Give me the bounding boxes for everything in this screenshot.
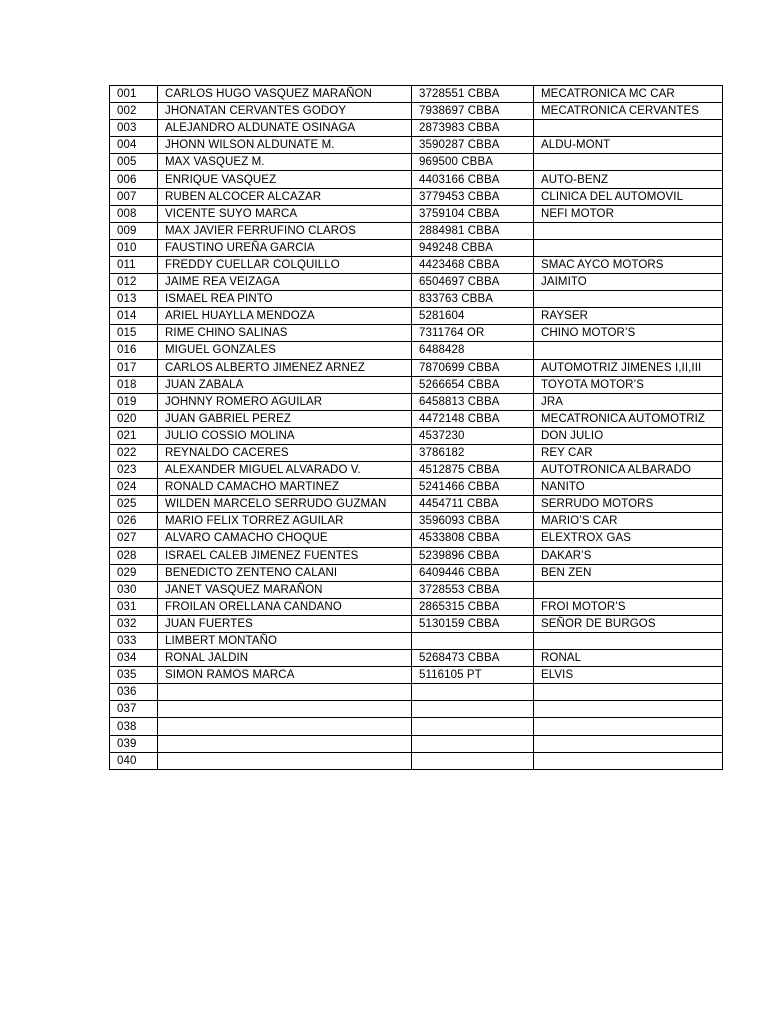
- row-number-cell: 001: [110, 86, 158, 103]
- id-number-cell: 6488428: [412, 342, 534, 359]
- member-name-cell: JULIO COSSIO MOLINA: [158, 427, 412, 444]
- member-name-cell: CARLOS ALBERTO JIMENEZ ARNEZ: [158, 359, 412, 376]
- row-number-cell: 019: [110, 393, 158, 410]
- table-row: [110, 86, 723, 103]
- workshop-name-cell: [534, 222, 723, 239]
- id-number-cell: 6409446 CBBA: [412, 564, 534, 581]
- workshop-name-cell: BEN ZEN: [534, 564, 723, 581]
- member-name-cell: CARLOS HUGO VASQUEZ MARAÑON: [158, 86, 412, 103]
- id-number-cell: 833763 CBBA: [412, 291, 534, 308]
- workshop-name-cell: MARIO’S CAR: [534, 513, 723, 530]
- workshop-name-cell: FROI MOTOR’S: [534, 598, 723, 615]
- id-number-cell: 5130159 CBBA: [412, 615, 534, 632]
- roster-table: [109, 85, 723, 770]
- id-number-cell: 3728553 CBBA: [412, 581, 534, 598]
- id-number-cell: 969500 CBBA: [412, 154, 534, 171]
- workshop-name-cell: AUTO-BENZ: [534, 171, 723, 188]
- workshop-name-cell: RONAL: [534, 650, 723, 667]
- table-row: [110, 752, 723, 769]
- member-name-cell: JOHNNY ROMERO AGUILAR: [158, 393, 412, 410]
- id-number-cell: 7311764 OR: [412, 325, 534, 342]
- table-row: [110, 308, 723, 325]
- table-row: [110, 684, 723, 701]
- row-number-cell: 015: [110, 325, 158, 342]
- row-number-cell: 038: [110, 718, 158, 735]
- workshop-name-cell: [534, 684, 723, 701]
- member-name-cell: ALEXANDER MIGUEL ALVARADO V.: [158, 462, 412, 479]
- workshop-name-cell: DON JULIO: [534, 427, 723, 444]
- row-number-cell: 014: [110, 308, 158, 325]
- id-number-cell: 3596093 CBBA: [412, 513, 534, 530]
- workshop-name-cell: MECATRONICA CERVANTES: [534, 103, 723, 120]
- member-name-cell: RONALD CAMACHO MARTINEZ: [158, 479, 412, 496]
- table-row: [110, 205, 723, 222]
- id-number-cell: 5116105 PT: [412, 667, 534, 684]
- member-name-cell: REYNALDO CACERES: [158, 444, 412, 461]
- id-number-cell: 3590287 CBBA: [412, 137, 534, 154]
- member-name-cell: JHONATAN CERVANTES GODOY: [158, 103, 412, 120]
- workshop-name-cell: [534, 735, 723, 752]
- workshop-name-cell: AUTOMOTRIZ JIMENES I,II,III: [534, 359, 723, 376]
- workshop-name-cell: [534, 701, 723, 718]
- workshop-name-cell: [534, 239, 723, 256]
- table-row: [110, 701, 723, 718]
- workshop-name-cell: SMAC AYCO MOTORS: [534, 256, 723, 273]
- row-number-cell: 007: [110, 188, 158, 205]
- table-row: [110, 615, 723, 632]
- workshop-name-cell: ALDU-MONT: [534, 137, 723, 154]
- table-row: [110, 598, 723, 615]
- member-name-cell: ENRIQUE VASQUEZ: [158, 171, 412, 188]
- table-row: [110, 547, 723, 564]
- member-name-cell: LIMBERT MONTAÑO: [158, 633, 412, 650]
- member-name-cell: ALEJANDRO ALDUNATE OSINAGA: [158, 120, 412, 137]
- row-number-cell: 008: [110, 205, 158, 222]
- id-number-cell: 3786182: [412, 444, 534, 461]
- member-name-cell: RIME CHINO SALINAS: [158, 325, 412, 342]
- row-number-cell: 029: [110, 564, 158, 581]
- table-row: [110, 393, 723, 410]
- id-number-cell: 2884981 CBBA: [412, 222, 534, 239]
- workshop-name-cell: JAIMITO: [534, 274, 723, 291]
- workshop-name-cell: MECATRONICA AUTOMOTRIZ: [534, 410, 723, 427]
- workshop-name-cell: CLINICA DEL AUTOMOVIL: [534, 188, 723, 205]
- workshop-name-cell: CHINO MOTOR’S: [534, 325, 723, 342]
- id-number-cell: 2873983 CBBA: [412, 120, 534, 137]
- row-number-cell: 012: [110, 274, 158, 291]
- id-number-cell: 4533808 CBBA: [412, 530, 534, 547]
- row-number-cell: 037: [110, 701, 158, 718]
- row-number-cell: 028: [110, 547, 158, 564]
- table-row: [110, 667, 723, 684]
- id-number-cell: [412, 752, 534, 769]
- workshop-name-cell: [534, 718, 723, 735]
- workshop-name-cell: [534, 581, 723, 598]
- row-number-cell: 016: [110, 342, 158, 359]
- row-number-cell: 004: [110, 137, 158, 154]
- id-number-cell: 3728551 CBBA: [412, 86, 534, 103]
- table-row: [110, 154, 723, 171]
- table-row: [110, 530, 723, 547]
- workshop-name-cell: RAYSER: [534, 308, 723, 325]
- row-number-cell: 032: [110, 615, 158, 632]
- row-number-cell: 010: [110, 239, 158, 256]
- member-name-cell: FROILAN ORELLANA CANDANO: [158, 598, 412, 615]
- id-number-cell: 3759104 CBBA: [412, 205, 534, 222]
- table-row: [110, 188, 723, 205]
- member-name-cell: VICENTE SUYO MARCA: [158, 205, 412, 222]
- id-number-cell: 5239896 CBBA: [412, 547, 534, 564]
- member-name-cell: MAX VASQUEZ M.: [158, 154, 412, 171]
- member-name-cell: ALVARO CAMACHO CHOQUE: [158, 530, 412, 547]
- member-name-cell: [158, 684, 412, 701]
- row-number-cell: 031: [110, 598, 158, 615]
- table-row: [110, 496, 723, 513]
- id-number-cell: [412, 684, 534, 701]
- member-name-cell: JUAN GABRIEL PEREZ: [158, 410, 412, 427]
- row-number-cell: 026: [110, 513, 158, 530]
- table-row: [110, 462, 723, 479]
- table-row: [110, 291, 723, 308]
- id-number-cell: 5268473 CBBA: [412, 650, 534, 667]
- row-number-cell: 013: [110, 291, 158, 308]
- member-name-cell: SIMON RAMOS MARCA: [158, 667, 412, 684]
- row-number-cell: 035: [110, 667, 158, 684]
- id-number-cell: 4537230: [412, 427, 534, 444]
- workshop-name-cell: [534, 342, 723, 359]
- id-number-cell: 949248 CBBA: [412, 239, 534, 256]
- member-name-cell: MARIO FELIX TORREZ AGUILAR: [158, 513, 412, 530]
- workshop-name-cell: NEFI MOTOR: [534, 205, 723, 222]
- member-name-cell: [158, 701, 412, 718]
- table-row: [110, 342, 723, 359]
- member-name-cell: ARIEL HUAYLLA MENDOZA: [158, 308, 412, 325]
- workshop-name-cell: [534, 291, 723, 308]
- row-number-cell: 039: [110, 735, 158, 752]
- member-name-cell: WILDEN MARCELO SERRUDO GUZMAN: [158, 496, 412, 513]
- id-number-cell: 6504697 CBBA: [412, 274, 534, 291]
- workshop-name-cell: [534, 120, 723, 137]
- row-number-cell: 024: [110, 479, 158, 496]
- member-name-cell: FREDDY CUELLAR COLQUILLO: [158, 256, 412, 273]
- row-number-cell: 006: [110, 171, 158, 188]
- row-number-cell: 020: [110, 410, 158, 427]
- id-number-cell: 5266654 CBBA: [412, 376, 534, 393]
- row-number-cell: 025: [110, 496, 158, 513]
- id-number-cell: 7938697 CBBA: [412, 103, 534, 120]
- table-row: [110, 718, 723, 735]
- workshop-name-cell: JRA: [534, 393, 723, 410]
- table-row: [110, 427, 723, 444]
- table-row: [110, 120, 723, 137]
- member-name-cell: ISMAEL REA PINTO: [158, 291, 412, 308]
- workshop-name-cell: [534, 154, 723, 171]
- roster-body: [110, 86, 723, 770]
- workshop-name-cell: [534, 752, 723, 769]
- table-row: [110, 650, 723, 667]
- member-name-cell: MIGUEL GONZALES: [158, 342, 412, 359]
- member-name-cell: [158, 752, 412, 769]
- table-row: [110, 222, 723, 239]
- table-row: [110, 239, 723, 256]
- row-number-cell: 033: [110, 633, 158, 650]
- member-name-cell: JHONN WILSON ALDUNATE M.: [158, 137, 412, 154]
- id-number-cell: 4454711 CBBA: [412, 496, 534, 513]
- row-number-cell: 005: [110, 154, 158, 171]
- table-row: [110, 256, 723, 273]
- table-row: [110, 479, 723, 496]
- member-name-cell: BENEDICTO ZENTENO CALANI: [158, 564, 412, 581]
- table-row: [110, 137, 723, 154]
- member-name-cell: MAX JAVIER FERRUFINO CLAROS: [158, 222, 412, 239]
- workshop-name-cell: SEÑOR DE BURGOS: [534, 615, 723, 632]
- table-row: [110, 633, 723, 650]
- member-name-cell: RONAL JALDIN: [158, 650, 412, 667]
- id-number-cell: 2865315 CBBA: [412, 598, 534, 615]
- table-row: [110, 325, 723, 342]
- id-number-cell: 4472148 CBBA: [412, 410, 534, 427]
- id-number-cell: 4512875 CBBA: [412, 462, 534, 479]
- row-number-cell: 023: [110, 462, 158, 479]
- workshop-name-cell: TOYOTA MOTOR’S: [534, 376, 723, 393]
- table-row: [110, 444, 723, 461]
- id-number-cell: 3779453 CBBA: [412, 188, 534, 205]
- member-name-cell: JUAN FUERTES: [158, 615, 412, 632]
- table-row: [110, 359, 723, 376]
- table-row: [110, 410, 723, 427]
- id-number-cell: [412, 701, 534, 718]
- row-number-cell: 036: [110, 684, 158, 701]
- row-number-cell: 017: [110, 359, 158, 376]
- workshop-name-cell: [534, 633, 723, 650]
- member-name-cell: FAUSTINO UREÑA GARCIA: [158, 239, 412, 256]
- id-number-cell: 5281604: [412, 308, 534, 325]
- workshop-name-cell: AUTOTRONICA ALBARADO: [534, 462, 723, 479]
- row-number-cell: 009: [110, 222, 158, 239]
- member-name-cell: [158, 718, 412, 735]
- row-number-cell: 018: [110, 376, 158, 393]
- workshop-name-cell: REY CAR: [534, 444, 723, 461]
- workshop-name-cell: DAKAR’S: [534, 547, 723, 564]
- row-number-cell: 021: [110, 427, 158, 444]
- workshop-name-cell: MECATRONICA MC CAR: [534, 86, 723, 103]
- id-number-cell: 4403166 CBBA: [412, 171, 534, 188]
- id-number-cell: 4423468 CBBA: [412, 256, 534, 273]
- member-name-cell: JUAN ZABALA: [158, 376, 412, 393]
- table-row: [110, 513, 723, 530]
- member-name-cell: RUBEN ALCOCER ALCAZAR: [158, 188, 412, 205]
- row-number-cell: 003: [110, 120, 158, 137]
- table-row: [110, 564, 723, 581]
- member-name-cell: [158, 735, 412, 752]
- id-number-cell: 6458813 CBBA: [412, 393, 534, 410]
- row-number-cell: 011: [110, 256, 158, 273]
- row-number-cell: 040: [110, 752, 158, 769]
- member-name-cell: JANET VASQUEZ MARAÑON: [158, 581, 412, 598]
- workshop-name-cell: NANITO: [534, 479, 723, 496]
- table-row: [110, 581, 723, 598]
- row-number-cell: 030: [110, 581, 158, 598]
- id-number-cell: 5241466 CBBA: [412, 479, 534, 496]
- id-number-cell: 7870699 CBBA: [412, 359, 534, 376]
- table-row: [110, 376, 723, 393]
- table-row: [110, 735, 723, 752]
- member-name-cell: JAIME REA VEIZAGA: [158, 274, 412, 291]
- id-number-cell: [412, 735, 534, 752]
- workshop-name-cell: ELEXTROX GAS: [534, 530, 723, 547]
- table-row: [110, 103, 723, 120]
- row-number-cell: 002: [110, 103, 158, 120]
- workshop-name-cell: SERRUDO MOTORS: [534, 496, 723, 513]
- workshop-name-cell: ELVIS: [534, 667, 723, 684]
- row-number-cell: 022: [110, 444, 158, 461]
- id-number-cell: [412, 633, 534, 650]
- table-row: [110, 171, 723, 188]
- row-number-cell: 027: [110, 530, 158, 547]
- member-name-cell: ISRAEL CALEB JIMENEZ FUENTES: [158, 547, 412, 564]
- row-number-cell: 034: [110, 650, 158, 667]
- table-row: [110, 274, 723, 291]
- id-number-cell: [412, 718, 534, 735]
